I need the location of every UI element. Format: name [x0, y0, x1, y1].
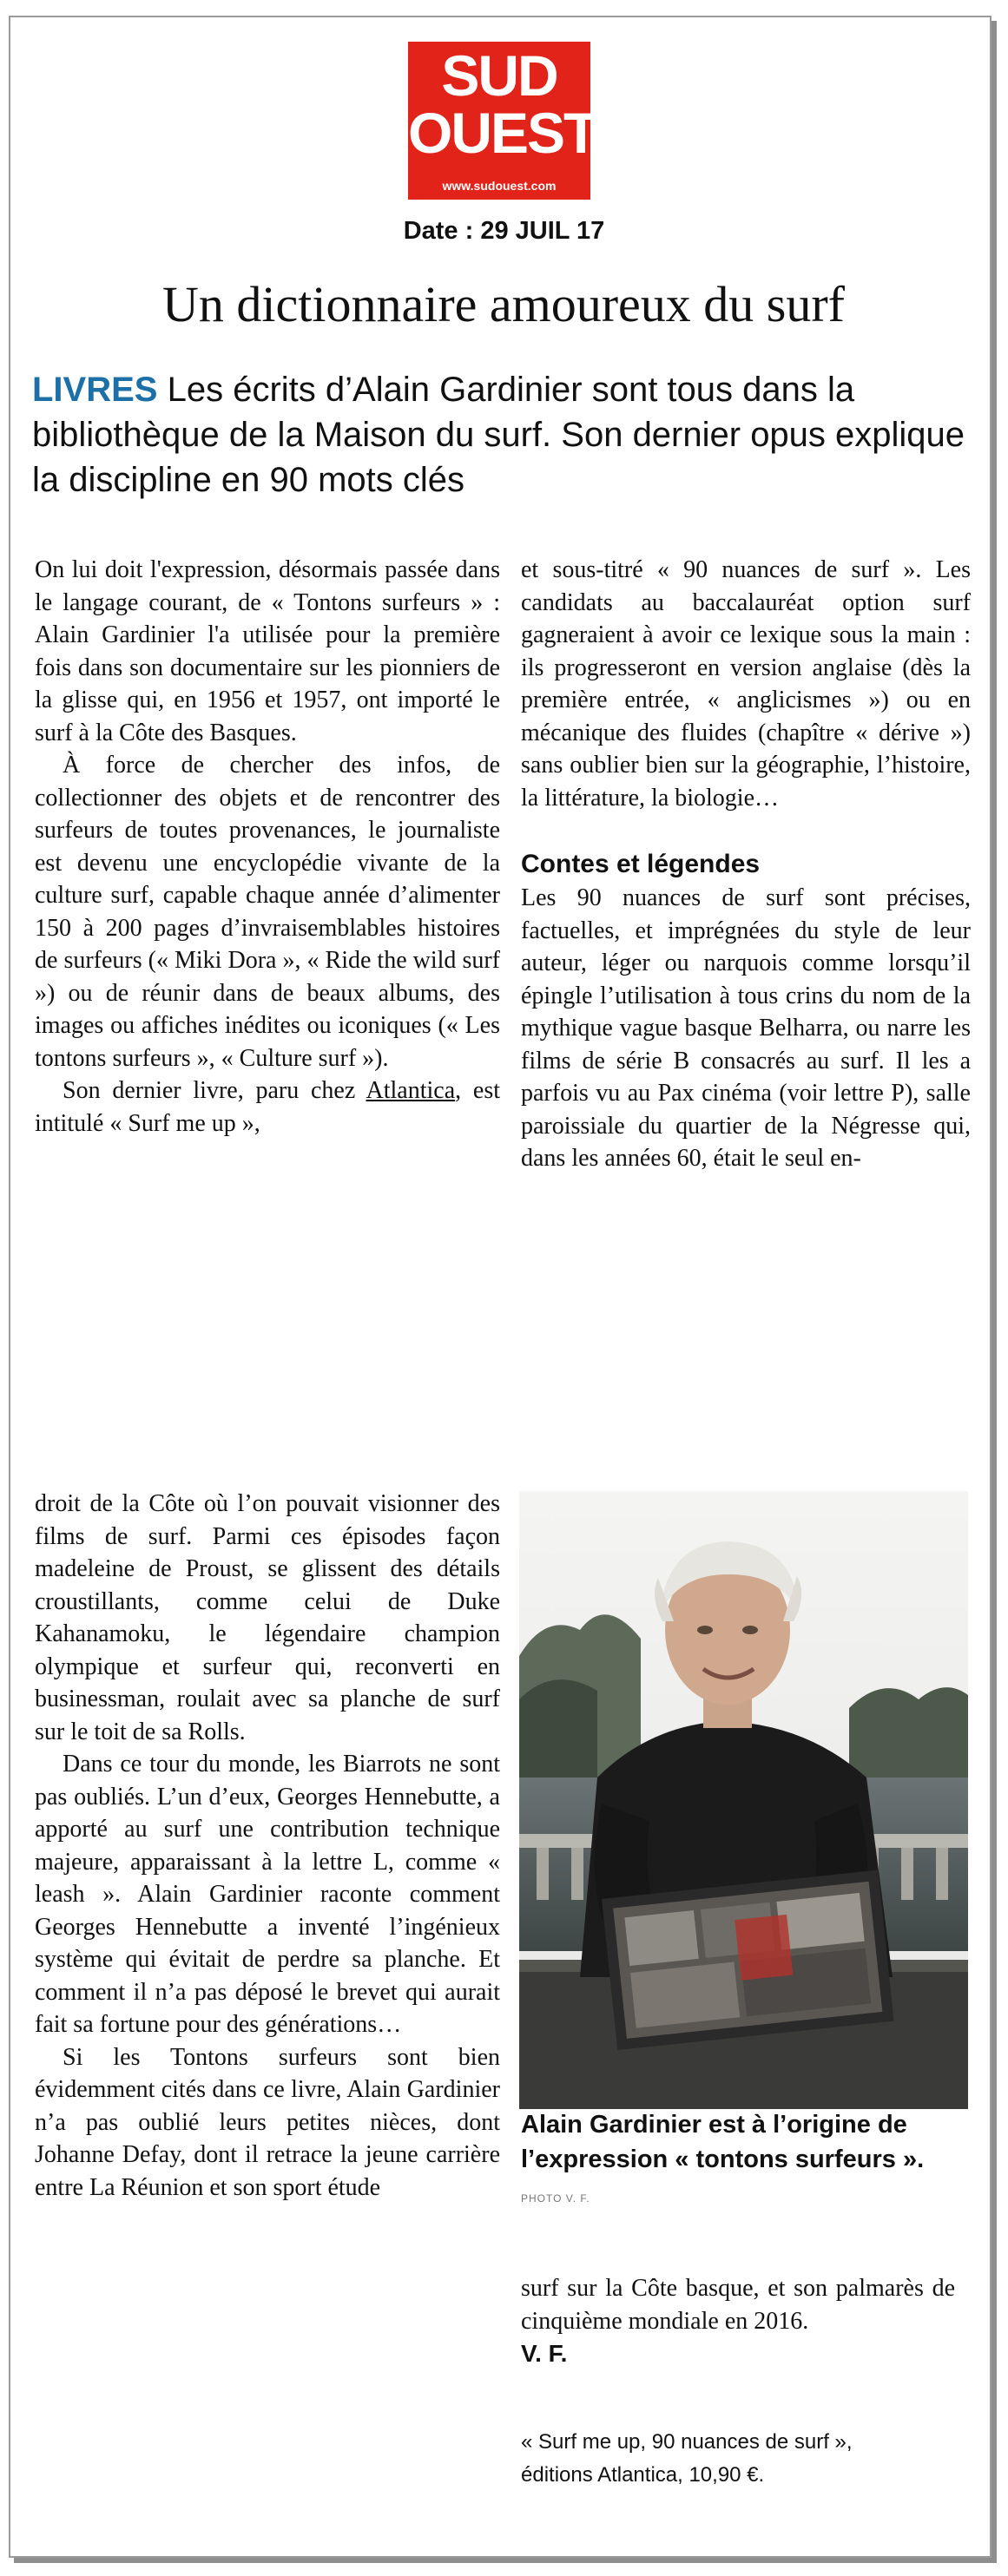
column-right: [521, 554, 971, 1175]
column-end: [521, 2272, 955, 2370]
column-left: [35, 554, 500, 1140]
paragraph: et sous-titré « 90 nuances de surf ». Les candidats au baccalauréat option surf gagneraient à avoir ce lexique sous la main : ils progresseront en version anglaise (dès la première entrée, « anglicismes ») ou en mécanique des fluides (chapître « dérive ») sans oublier bien sur la géographie, l’histoire, la littérature, la biologie…: [521, 556, 971, 812]
column-lower: [35, 1488, 500, 2204]
photo-caption: [521, 2107, 929, 2216]
logo-line2: OUEST: [408, 101, 597, 165]
article-deck: [32, 367, 974, 503]
caption-text: Alain Gardinier est à l’origine de l’expression « tontons surfeurs ».: [521, 2111, 925, 2173]
article-headline: Un dictionnaire amoureux du surf: [161, 276, 845, 332]
paragraph: Les 90 nuances de surf sont précises, factuelles, et imprégnées du style de leur auteur, léger ou narquois comme lorsqu’il épingle l’utilisation à tous crins du nom de la mythique vague basque Belharra, ou narre les films de série B consacrés au surf. Il les a parfois vu au Pax cinéma (voir lettre P), salle paroissiale du quartier de la Négresse qui, dans les années 60, était le seul en-: [521, 884, 971, 1172]
logo-url: www.sudouest.com: [442, 179, 557, 193]
paragraph-text: Son dernier livre, paru chez: [63, 1077, 366, 1104]
author-photo: [519, 1491, 968, 2109]
paragraph-text: , est intitulé « Surf me up »,: [35, 1077, 500, 1137]
book-reference: [521, 2426, 955, 2492]
book-reference-line: « Surf me up, 90 nuances de surf »,: [521, 2430, 853, 2454]
paragraph: À force de chercher des infos, de collectionner des objets et de rencontrer des surfeurs de toutes provenances, le journaliste est devenu une encyclopédie vivante de la culture surf, capable chaque année d’alimenter 150 à 200 pages d’invraisemblables histoires de surfeurs (« Miki Dora », « Ride the wild surf ») ou de réunir dans de beaux albums, des images ou affiches inédites ou iconiques (« Les tontons surfeurs », « Culture surf »).: [35, 752, 500, 1072]
photo-credit: PHOTO V. F.: [521, 2192, 590, 2205]
section-kicker: LIVRES: [32, 371, 158, 409]
author-signature: V. F.: [521, 2340, 568, 2367]
publisher-name: Atlantica: [366, 1077, 456, 1104]
paragraph: On lui doit l'expression, désormais passée dans le langage courant, de « Tontons surfeurs » : Alain Gardinier l'a utilisée pour la première fois dans son documentaire sur les pionniers de la glisse qui, en 1956 et 1957, ont importé le surf à la Côte des Basques.: [35, 556, 500, 746]
paragraph: droit de la Côte où l’on pouvait visionner des films de surf. Parmi ces épisodes façon madeleine de Proust, se glissent des détails croustillants, comme celui de Duke Kahanamoku, le légendaire champion olympique et surfeur qui, reconverti en businessman, roulait avec sa planche de surf sur le toit de sa Rolls.: [35, 1490, 500, 1745]
paragraph: Si les Tontons surfeurs sont bien évidemment cités dans ce livre, Alain Gardinier n’a pas oublié leurs petites nièces, dont Johanne Defay, dont il retrace la jeune carrière entre La Réunion et son sport étude: [35, 2043, 500, 2201]
logo-line1: SUD: [441, 43, 557, 108]
sud-ouest-logo: [408, 42, 597, 200]
publication-date: Date : 29 JUIL 17: [403, 217, 605, 245]
paragraph: Dans ce tour du monde, les Biarrots ne sont pas oubliés. L’un d’eux, Georges Hennebutte, a apporté au surf une contribution technique majeure, apparaissant à la lettre L, comme « leash ». Alain Gardinier raconte comment Georges Hennebutte a inventé l’ingénieux système qui évitait de perdre sa planche. Et comment il n’a pas déposé le brevet qui aurait fait sa fortune pour des générations…: [35, 1751, 500, 2038]
paragraph: surf sur la Côte basque, et son palmarès de cinquième mondiale en 2016.: [521, 2275, 955, 2335]
deck-text: Les écrits d’Alain Gardinier sont tous dans la bibliothèque de la Maison du surf. Son dernier opus explique la discipline en 90 mots clés: [32, 371, 965, 499]
paragraph: [35, 1074, 500, 1140]
subheading: Contes et légendes: [521, 850, 761, 878]
book-reference-line: éditions Atlantica, 10,90 €.: [521, 2463, 765, 2487]
